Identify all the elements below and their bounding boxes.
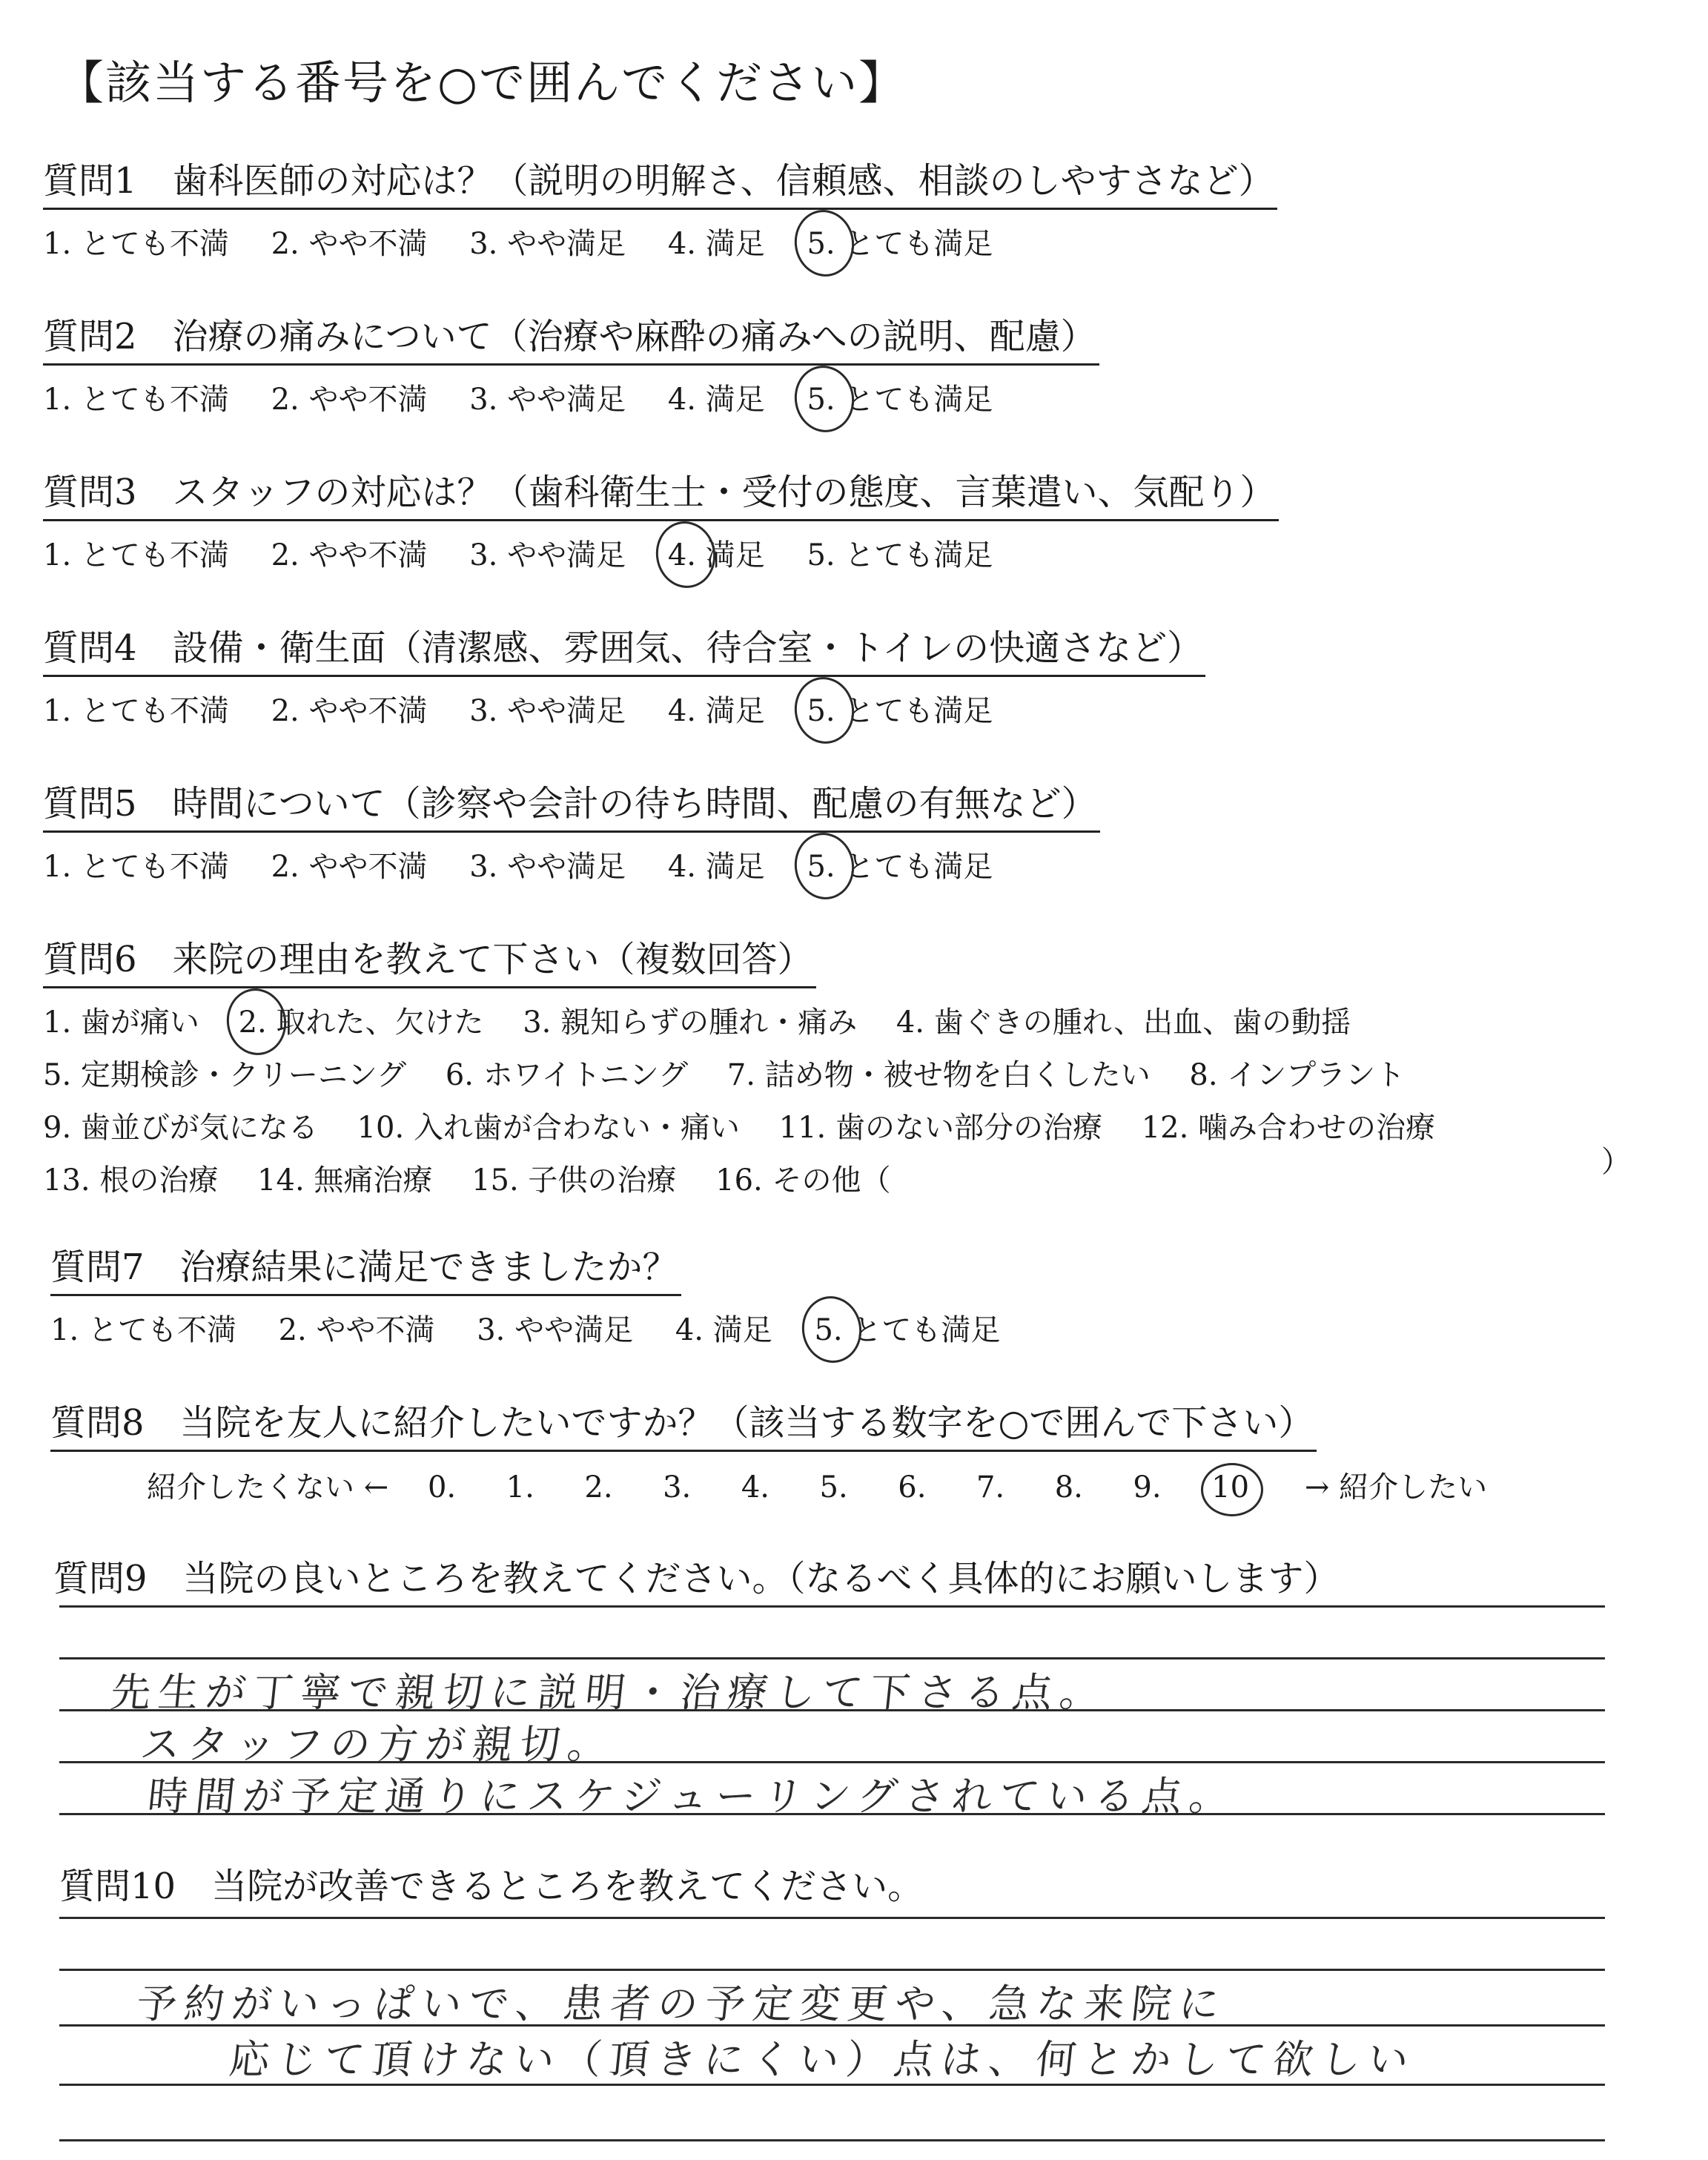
question-2 xyxy=(43,308,1099,418)
q5-option-4[interactable]: 4. 満足 xyxy=(667,850,765,884)
question-6-row-3 xyxy=(43,1104,1465,1146)
q10-answer-line-2 xyxy=(59,1969,1605,1971)
question-6-row-1 xyxy=(43,999,1465,1041)
q6-option-15[interactable]: 15. 子供の治療 xyxy=(471,1163,677,1198)
q1-option-4[interactable]: 4. 満足 xyxy=(667,227,765,261)
question-1-label: 質問1 歯科医師の対応は？（説明の明解さ、信頼感、相談のしやすさなど） xyxy=(43,152,1277,210)
q4-option-2[interactable]: 2. やや不満 xyxy=(271,694,428,728)
question-6-row-2 xyxy=(43,1051,1465,1094)
q5-option-2[interactable]: 2. やや不満 xyxy=(271,850,428,884)
q3-option-3[interactable]: 3. やや満足 xyxy=(469,538,626,572)
nps-0[interactable]: 0. xyxy=(427,1470,457,1505)
q9-answer-1[interactable]: 先生が丁寧で親切に説明・治療して下さる点。 xyxy=(108,1669,1110,1716)
q5-option-1[interactable]: 1. とても不満 xyxy=(43,850,229,884)
nps-9[interactable]: 9. xyxy=(1133,1470,1162,1505)
question-7 xyxy=(50,1238,1033,1349)
q3-option-1[interactable]: 1. とても不満 xyxy=(43,538,229,572)
q6-option-12[interactable]: 12. 噛み合わせの治療 xyxy=(1141,1111,1436,1145)
nps-right-label: → 紹介したい xyxy=(1304,1470,1488,1505)
nps-10[interactable]: 10 xyxy=(1211,1470,1280,1505)
nps-left-label: 紹介したくない ← xyxy=(147,1470,389,1505)
q1-option-1[interactable]: 1. とても不満 xyxy=(43,227,229,261)
q6-other-close-paren: ） xyxy=(1601,1145,1631,1179)
q6-option-11[interactable]: 11. 歯のない部分の治療 xyxy=(778,1111,1102,1145)
question-2-options xyxy=(43,376,1099,418)
q10-answer-line-5 xyxy=(59,2139,1605,2141)
question-5 xyxy=(43,775,1100,885)
q9-answer-line-1 xyxy=(59,1605,1605,1608)
nps-3[interactable]: 3. xyxy=(663,1470,692,1505)
nps-1[interactable]: 1. xyxy=(506,1470,534,1505)
q6-option-13[interactable]: 13. 根の治療 xyxy=(43,1163,219,1198)
q6-option-2[interactable]: 2. 取れた、欠けた xyxy=(239,999,484,1041)
q6-option-14[interactable]: 14. 無痛治療 xyxy=(257,1163,433,1198)
q7-option-2[interactable]: 2. やや不満 xyxy=(278,1313,435,1347)
q4-option-3[interactable]: 3. やや満足 xyxy=(469,694,626,728)
q7-option-1[interactable]: 1. とても不満 xyxy=(50,1313,236,1347)
question-8-label: 質問8 当院を友人に紹介したいですか？（該当する数字を○で囲んで下さい） xyxy=(50,1394,1317,1452)
nps-2[interactable]: 2. xyxy=(584,1470,613,1505)
question-8 xyxy=(50,1394,1487,1506)
question-2-label: 質問2 治療の痛みについて（治療や麻酔の痛みへの説明、配慮） xyxy=(43,308,1099,366)
nps-6[interactable]: 6. xyxy=(898,1470,927,1505)
q2-option-3[interactable]: 3. やや満足 xyxy=(469,383,626,417)
question-4 xyxy=(43,619,1205,730)
q1-option-5[interactable]: 5. とても満足 xyxy=(807,220,993,262)
q2-option-2[interactable]: 2. やや不満 xyxy=(271,383,428,417)
q7-option-5[interactable]: 5. とても満足 xyxy=(814,1307,1000,1349)
question-8-scale xyxy=(50,1464,1487,1506)
question-9-label: 質問9 当院の良いところを教えてください。（なるべく具体的にお願いします） xyxy=(53,1558,1340,1599)
question-3-options xyxy=(43,532,1279,574)
question-6-row-4 xyxy=(43,1157,1465,1199)
q6-option-10[interactable]: 10. 入れ歯が合わない・痛い xyxy=(357,1111,740,1145)
q3-option-2[interactable]: 2. やや不満 xyxy=(271,538,428,572)
q7-option-4[interactable]: 4. 満足 xyxy=(675,1313,772,1347)
q3-option-4[interactable]: 4. 満足 xyxy=(668,532,765,574)
q6-option-8[interactable]: 8. インプラント xyxy=(1189,1058,1406,1092)
q6-option-9[interactable]: 9. 歯並びが気になる xyxy=(43,1111,318,1145)
nps-7[interactable]: 7. xyxy=(976,1470,1005,1505)
question-10 xyxy=(59,1857,923,1909)
q6-option-4[interactable]: 4. 歯ぐきの腫れ、出血、歯の動揺 xyxy=(896,1005,1351,1040)
nps-5[interactable]: 5. xyxy=(819,1470,848,1505)
q1-option-2[interactable]: 2. やや不満 xyxy=(271,227,428,261)
q2-option-4[interactable]: 4. 満足 xyxy=(667,383,765,417)
question-9 xyxy=(53,1550,1340,1601)
q7-option-3[interactable]: 3. やや満足 xyxy=(477,1313,634,1347)
q9-answer-2[interactable]: スタッフの方が親切。 xyxy=(138,1721,618,1768)
question-1 xyxy=(43,152,1277,262)
q6-option-1[interactable]: 1. 歯が痛い xyxy=(43,1005,199,1040)
question-5-options xyxy=(43,843,1100,885)
q6-option-5[interactable]: 5. 定期検診・クリーニング xyxy=(43,1058,407,1092)
q10-answer-line-1 xyxy=(59,1917,1605,1919)
q6-option-16[interactable]: 16. その他（ xyxy=(715,1163,891,1198)
q5-option-3[interactable]: 3. やや満足 xyxy=(469,850,626,884)
question-7-label: 質問7 治療結果に満足できましたか？ xyxy=(50,1238,681,1296)
question-10-label: 質問10 当院が改善できるところを教えてください。 xyxy=(59,1866,924,1907)
nps-4[interactable]: 4. xyxy=(741,1470,769,1505)
q10-answer-2[interactable]: 応じて頂けない（頂きにくい）点は、何とかして欲しい xyxy=(227,2036,1418,2083)
q9-answer-3[interactable]: 時間が予定通りにスケジューリングされている点。 xyxy=(145,1773,1239,1820)
q3-option-5[interactable]: 5. とても満足 xyxy=(807,538,993,572)
question-6-label: 質問6 来院の理由を教えて下さい（複数回答） xyxy=(43,931,816,988)
question-3 xyxy=(43,463,1279,574)
question-6 xyxy=(43,931,1465,1199)
question-1-options xyxy=(43,220,1277,262)
form-title: 【該当する番号を○で囲んでください】 xyxy=(58,56,907,110)
nps-8[interactable]: 8. xyxy=(1054,1470,1083,1505)
question-4-label: 質問4 設備・衛生面（清潔感、雰囲気、待合室・トイレの快適さなど） xyxy=(43,619,1205,677)
q4-option-4[interactable]: 4. 満足 xyxy=(667,694,765,728)
q6-option-7[interactable]: 7. 詰め物・被せ物を白くしたい xyxy=(726,1058,1151,1092)
q6-option-3[interactable]: 3. 親知らずの腫れ・痛み xyxy=(523,1005,858,1040)
q1-option-3[interactable]: 3. やや満足 xyxy=(469,227,626,261)
question-7-options xyxy=(50,1307,1033,1349)
question-3-label: 質問3 スタッフの対応は？（歯科衛生士・受付の態度、言葉遣い、気配り） xyxy=(43,463,1279,521)
question-5-label: 質問5 時間について（診察や会計の待ち時間、配慮の有無など） xyxy=(43,775,1100,833)
q6-option-6[interactable]: 6. ホワイトニング xyxy=(445,1058,689,1092)
q10-answer-1[interactable]: 予約がいっぱいで、患者の予定変更や、急な来院に xyxy=(134,1981,1229,2027)
q2-option-1[interactable]: 1. とても不満 xyxy=(43,383,229,417)
q9-answer-line-2 xyxy=(59,1657,1605,1659)
q4-option-5[interactable]: 5. とても満足 xyxy=(807,687,993,730)
question-4-options xyxy=(43,687,1205,730)
q5-option-5[interactable]: 5. とても満足 xyxy=(807,843,993,885)
q4-option-1[interactable]: 1. とても不満 xyxy=(43,694,229,728)
q2-option-5[interactable]: 5. とても満足 xyxy=(807,376,993,418)
